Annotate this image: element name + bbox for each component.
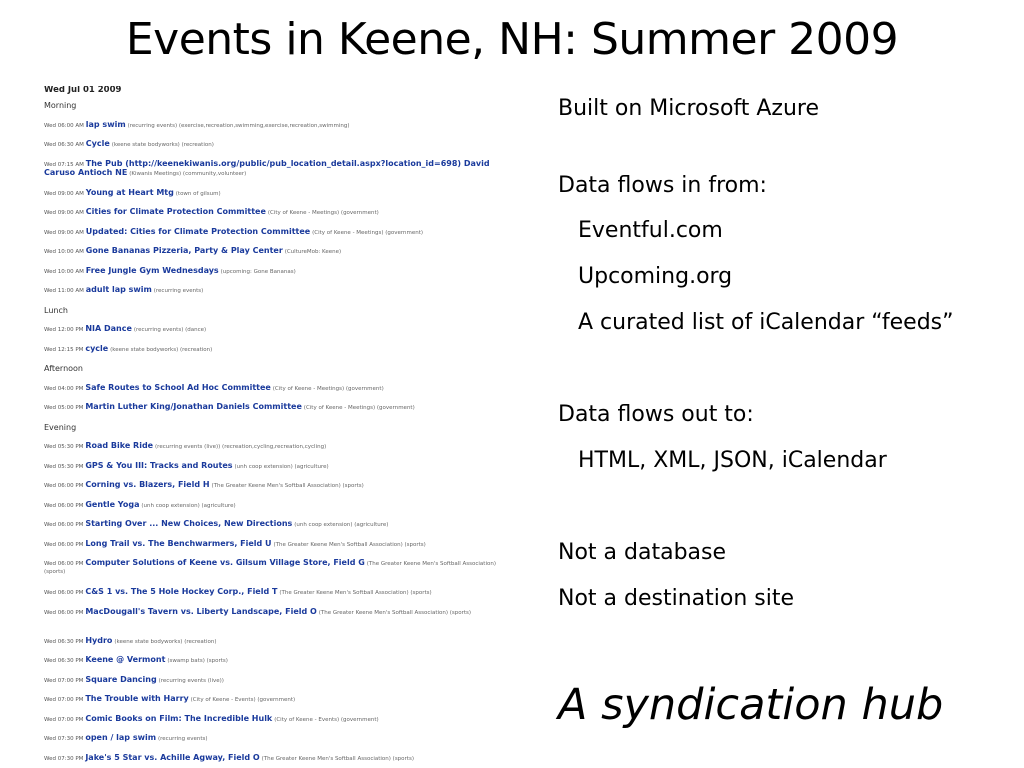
event-time: Wed 07:00 PM <box>44 716 84 723</box>
calendar-event-row <box>44 228 524 248</box>
event-source-tags: (The Greater Keene Men's Softball Association) (sports) <box>318 609 472 616</box>
flows-out-item: HTML, XML, JSON, iCalendar <box>578 448 887 473</box>
event-source-tags: (recurring events) <box>157 736 208 742</box>
event-link[interactable]: Gone Bananas Pizzeria, Party & Play Center <box>85 246 283 255</box>
event-time: Wed 12:15 PM <box>44 346 84 353</box>
calendar-section-heading: Lunch <box>44 305 68 315</box>
event-link[interactable]: Updated: Cities for Climate Protection Committee <box>85 226 311 236</box>
event-link[interactable]: Computer Solutions of Keene vs. Gilsum Village Store, Field G <box>85 558 365 567</box>
calendar-section-heading: Afternoon <box>44 364 83 373</box>
calendar-event-row <box>44 481 524 501</box>
built-on-text: Built on Microsoft Azure <box>558 96 820 121</box>
event-source-tags: (keene state bodyworks) (recreation) <box>110 346 213 353</box>
event-source-tags: (recurring events (live)) <box>158 677 224 684</box>
event-time: Wed 09:00 AM <box>44 229 84 236</box>
event-link[interactable]: Cycle <box>85 139 110 148</box>
event-source-tags: (The Greater Keene Men's Softball Association) (sports) <box>44 561 496 575</box>
event-link[interactable]: adult lap swim <box>85 285 152 294</box>
calendar-event-row <box>44 588 524 608</box>
event-time: Wed 06:30 PM <box>44 638 84 645</box>
calendar-event-row <box>44 656 524 676</box>
event-link[interactable]: Keene @ Vermont <box>85 655 166 664</box>
calendar-event-row <box>44 140 524 160</box>
calendar-event-row <box>44 715 524 735</box>
event-link[interactable]: Gentle Yoga <box>85 499 140 509</box>
event-source-tags: (CultureMob: Keene) <box>284 249 342 255</box>
calendar-event-row <box>44 559 519 588</box>
event-time: Wed 06:30 PM <box>44 658 84 664</box>
event-link[interactable]: NIA Dance <box>85 324 132 333</box>
calendar-event-row <box>44 637 524 657</box>
event-source-tags: (City of Keene - Meetings) (government) <box>272 385 384 392</box>
calendar-event-row <box>44 160 519 189</box>
event-link[interactable]: Corning vs. Blazers, Field H <box>85 480 210 489</box>
event-source-tags: (recurring events) (dance) <box>133 327 207 333</box>
event-link[interactable]: Square Dancing <box>85 674 157 684</box>
event-source-tags: (City of Keene - Meetings) (government) <box>312 229 424 236</box>
calendar-event-row <box>44 325 524 345</box>
calendar-event-row <box>44 384 524 404</box>
calendar-event-row <box>44 520 524 540</box>
event-time: Wed 07:00 PM <box>44 697 84 703</box>
event-time: Wed 09:00 AM <box>44 210 84 216</box>
event-time: Wed 05:30 PM <box>44 463 84 470</box>
event-time: Wed 05:30 PM <box>44 444 84 450</box>
calendar-event-row <box>44 267 524 287</box>
calendar-date: Wed Jul 01 2009 <box>44 86 122 95</box>
event-time: Wed 06:00 PM <box>44 590 84 596</box>
event-source-tags: (City of Keene - Meetings) (government) <box>267 210 379 216</box>
event-time: Wed 12:00 PM <box>44 327 84 333</box>
event-time: Wed 06:00 PM <box>44 561 84 567</box>
event-link[interactable]: The Trouble with Harry <box>85 694 189 703</box>
calendar-event-row <box>44 695 524 715</box>
calendar-event-row <box>44 754 524 763</box>
event-link[interactable]: open / lap swim <box>85 733 157 742</box>
calendar-event-row <box>44 540 524 560</box>
event-source-tags: (The Greater Keene Men's Softball Association) (sports) <box>211 483 364 489</box>
calendar-section-heading: Morning <box>44 101 77 110</box>
event-link[interactable]: Safe Routes to School Ad Hoc Committee <box>85 382 271 392</box>
event-time: Wed 06:00 AM <box>44 122 84 129</box>
event-time: Wed 07:00 PM <box>44 677 84 684</box>
event-link[interactable]: The Pub (http://keenekiwanis.org/public/pub_location_detail.aspx?location_id=698) David Caruso Antioch NE <box>44 158 490 177</box>
event-time: Wed 07:30 PM <box>44 755 84 762</box>
event-link[interactable]: MacDougall's Tavern vs. Liberty Landscape, Field O <box>85 606 317 616</box>
event-time: Wed 10:00 AM <box>44 249 84 255</box>
calendar-event-row <box>44 403 524 423</box>
event-time: Wed 07:15 AM <box>44 161 84 168</box>
event-link[interactable]: cycle <box>85 343 109 353</box>
not-destination-text: Not a destination site <box>558 586 795 611</box>
event-link[interactable]: Comic Books on Film: The Incredible Hulk <box>85 713 273 723</box>
syndication-hub-text: A syndication hub <box>558 680 944 730</box>
event-source-tags: (City of Keene - Events) (government) <box>190 697 296 703</box>
event-link[interactable]: Long Trail vs. The Benchwarmers, Field U <box>85 538 272 548</box>
event-source-tags: (The Greater Keene Men's Softball Association) (sports) <box>273 541 426 548</box>
event-time: Wed 07:30 PM <box>44 736 84 742</box>
calendar-event-row <box>44 121 524 141</box>
event-source-tags: (recurring events) <box>153 288 204 294</box>
event-time: Wed 04:00 PM <box>44 385 84 392</box>
event-source-tags: (The Greater Keene Men's Softball Association) (sports) <box>261 755 414 762</box>
event-time: Wed 11:00 AM <box>44 288 84 294</box>
event-time: Wed 09:00 AM <box>44 190 84 197</box>
event-time: Wed 06:00 PM <box>44 502 84 509</box>
event-link[interactable]: Jake's 5 Star vs. Achille Agway, Field O <box>85 752 260 762</box>
event-time: Wed 06:30 AM <box>44 142 84 148</box>
calendar-event-row <box>44 501 524 521</box>
event-source-tags: (The Greater Keene Men's Softball Association) (sports) <box>279 590 432 596</box>
event-time: Wed 06:00 PM <box>44 483 84 489</box>
event-source-tags: (swamp bats) (sports) <box>167 658 228 664</box>
calendar-event-row <box>44 462 524 482</box>
event-link[interactable]: Cities for Climate Protection Committee <box>85 207 266 216</box>
event-time: Wed 06:00 PM <box>44 522 84 528</box>
calendar-event-row <box>44 442 524 462</box>
event-link[interactable]: Young at Heart Mtg <box>85 187 174 197</box>
event-source-tags: (upcoming: Gone Bananas) <box>220 268 296 275</box>
event-source-tags: (recurring events) (exercise,recreation,swimming,exercise,recreation,swimming) <box>127 122 350 129</box>
event-link[interactable]: Hydro <box>85 635 113 645</box>
event-source-tags: (town of gilsum) <box>175 190 221 197</box>
event-source-tags: (City of Keene - Events) (government) <box>274 716 379 723</box>
calendar-section-heading: Evening <box>44 422 77 432</box>
event-source-tags: (unh coop extension) (agriculture) <box>141 502 236 509</box>
event-link[interactable]: Starting Over ... New Choices, New Directions <box>85 519 293 528</box>
event-time: Wed 05:00 PM <box>44 405 84 411</box>
calendar-event-row <box>44 247 524 267</box>
event-time: Wed 06:00 PM <box>44 541 84 548</box>
event-source-tags: (Kiwanis Meetings) (community,volunteer) <box>129 170 247 177</box>
flows-in-item: Upcoming.org <box>578 264 733 289</box>
event-source-tags: (unh coop extension) (agriculture) <box>294 522 389 528</box>
event-link[interactable]: Martin Luther King/Jonathan Daniels Committee <box>85 402 302 411</box>
event-link[interactable]: C&S 1 vs. The 5 Hole Hockey Corp., Field T <box>85 587 278 596</box>
event-link[interactable]: lap swim <box>85 119 126 129</box>
flows-in-heading: Data flows in from: <box>558 173 767 198</box>
slide-title: Events in Keene, NH: Summer 2009 <box>125 14 899 65</box>
flows-in-item: A curated list of iCalendar “feeds” <box>578 310 954 335</box>
not-database-text: Not a database <box>558 540 727 565</box>
calendar-event-row <box>44 286 524 306</box>
event-source-tags: (keene state bodyworks) (recreation) <box>111 142 214 148</box>
calendar-screenshot <box>44 86 524 762</box>
event-source-tags: (unh coop extension) (agriculture) <box>234 463 329 470</box>
calendar-event-row <box>44 608 519 637</box>
calendar-event-row <box>44 189 524 209</box>
calendar-event-row <box>44 734 524 754</box>
event-time: Wed 10:00 AM <box>44 268 84 275</box>
event-source-tags: (recurring events (live)) (recreation,cycling,recreation,cycling) <box>155 444 327 450</box>
flows-out-heading: Data flows out to: <box>558 402 754 427</box>
calendar-event-row <box>44 676 524 696</box>
event-link[interactable]: GPS & You III: Tracks and Routes <box>85 460 233 470</box>
event-link[interactable]: Road Bike Ride <box>85 441 154 450</box>
calendar-event-row <box>44 345 524 365</box>
event-source-tags: (City of Keene - Meetings) (government) <box>303 405 415 411</box>
event-time: Wed 06:00 PM <box>44 609 84 616</box>
calendar-event-list <box>44 101 524 762</box>
calendar-event-row <box>44 208 524 228</box>
event-link[interactable]: Free Jungle Gym Wednesdays <box>85 265 219 275</box>
flows-in-item: Eventful.com <box>578 218 723 243</box>
event-source-tags: (keene state bodyworks) (recreation) <box>114 638 217 645</box>
